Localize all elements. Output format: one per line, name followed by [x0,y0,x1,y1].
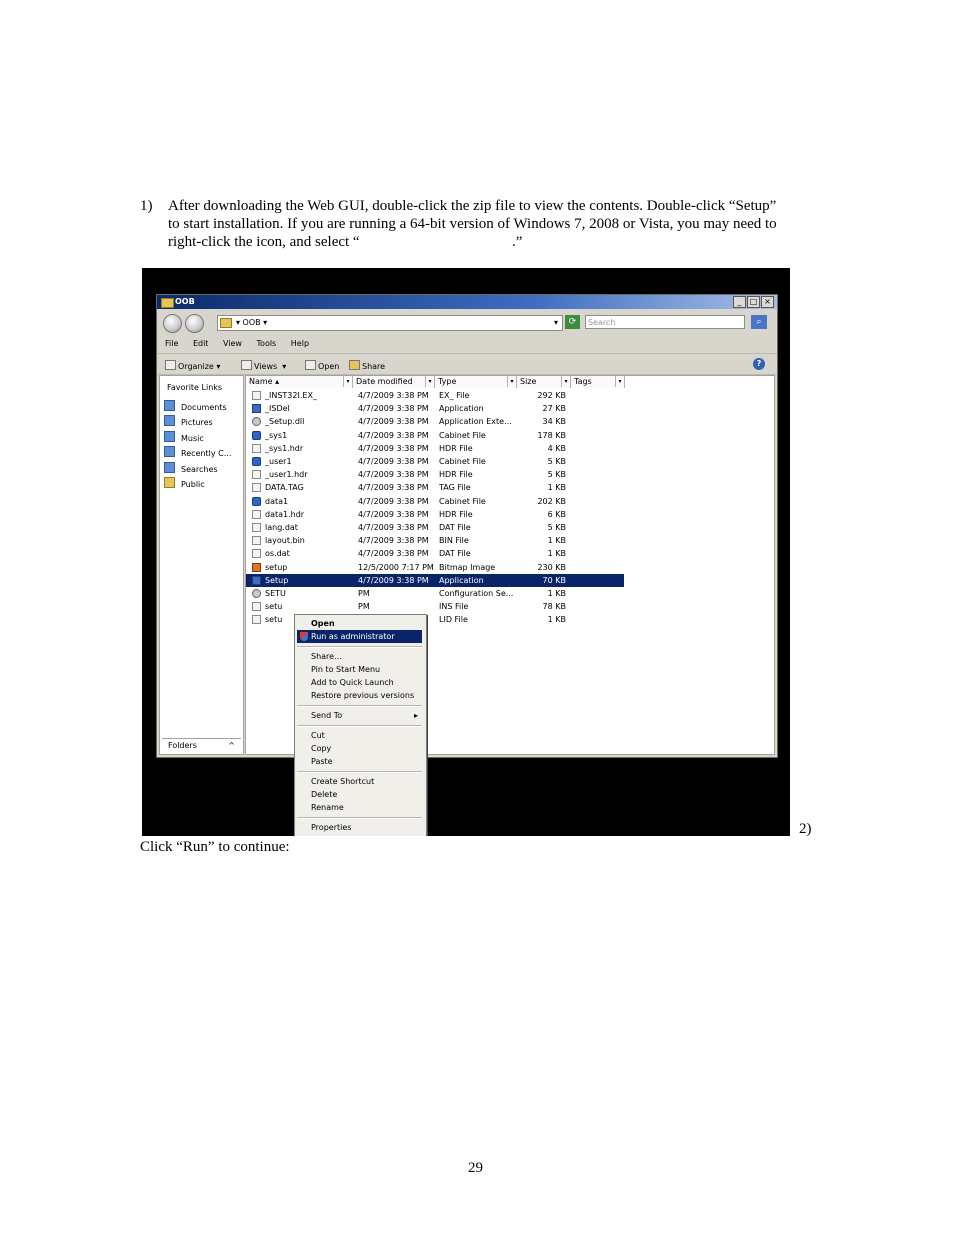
folder-icon [164,477,175,488]
file-size: 1 KB [547,549,566,559]
file-size: 5 KB [547,457,566,466]
file-size: 178 KB [537,430,566,440]
menu-rename[interactable]: Rename [311,803,344,812]
step1-line2: to start installation. If you are running a 64-bit version of Windows 7, 2008 or Vista, you may need to [168,216,777,232]
file-row[interactable] [246,389,624,402]
uac-shield-icon [300,632,308,641]
column-date-modified[interactable]: Date modified ▾ [353,376,435,388]
generic-file-icon [252,602,261,611]
file-size: 5 KB [547,523,566,532]
file-date-modified: 4/7/2009 3:38 PM [358,496,429,506]
file-name: setu [265,615,283,625]
file-size: 34 KB [542,417,566,427]
pictures-icon [164,415,175,426]
file-date-modified: 4/7/2009 3:38 PM [358,483,429,493]
file-type: INS File [439,602,469,612]
file-date-modified: 4/7/2009 3:38 PM [358,470,429,480]
file-size: 1 KB [547,615,566,625]
file-name: _ISDel [265,404,290,414]
file-row[interactable] [246,455,624,468]
command-toolbar [157,353,777,375]
menu-pin-to-start[interactable]: Pin to Start Menu [311,665,381,674]
generic-file-icon [252,510,261,519]
generic-file-icon [252,483,261,492]
file-date-modified: 4/7/2009 3:38 PM [358,457,429,466]
file-date-modified: PM [358,602,370,612]
file-date-modified: 4/7/2009 3:38 PM [358,536,429,546]
file-name: _INST32I.EX_ [265,391,317,400]
refresh-icon[interactable]: ⟳ [565,315,580,329]
nav-item-documents[interactable]: Documents [164,400,227,413]
menu-cut[interactable]: Cut [311,731,325,740]
searches-icon [164,462,175,473]
chevron-down-icon[interactable]: ▾ [553,318,558,327]
explorer-screenshot [142,268,790,836]
file-date-modified: 4/7/2009 3:38 PM [358,575,429,585]
nav-item-music[interactable]: Music [164,431,204,444]
column-size[interactable]: Size ▾ [517,376,571,388]
file-type: BIN File [439,536,469,546]
generic-file-icon [252,470,261,479]
music-icon [164,431,175,442]
file-date-modified: 4/7/2009 3:38 PM [358,509,429,519]
menu-separator [297,646,422,648]
file-name: data1.hdr [265,509,305,519]
file-size: 6 KB [547,509,566,519]
step2-number: 2) [799,821,812,837]
file-size: 5 KB [547,470,566,480]
cabinet-icon [252,457,261,466]
file-type: HDR File [439,509,473,519]
file-size: 27 KB [542,404,566,414]
window-title: OOB [175,297,195,306]
step1-number: 1) [140,198,153,214]
minimize-button[interactable]: _ [733,296,746,308]
organize-button[interactable]: Organize ▾ [165,360,220,371]
file-type: DAT File [439,523,471,532]
file-name: SETU [265,589,286,598]
file-row[interactable] [246,587,624,600]
file-name: data1 [265,496,289,506]
step1-line3-end: .” [512,234,523,250]
step1-line3-start: right-click the icon, and select “ [168,234,360,250]
file-row[interactable] [246,429,624,442]
submenu-arrow-icon: ▸ [413,711,418,720]
bitmap-icon [252,563,261,572]
file-row[interactable] [246,481,624,494]
file-name: os.dat [265,549,290,559]
file-name: setu [265,602,283,612]
file-date-modified: 4/7/2009 3:38 PM [358,523,429,532]
file-type: EX_ File [439,391,470,400]
address-bar[interactable] [217,315,563,331]
menu-separator [297,725,422,727]
organize-icon [165,360,176,370]
nav-item-searches[interactable]: Searches [164,462,218,475]
open-button[interactable]: Open [305,360,339,371]
search-icon[interactable]: ⌕ [751,315,767,329]
generic-file-icon [252,549,261,558]
file-size: 292 KB [537,391,566,400]
forward-button[interactable] [185,314,204,333]
generic-file-icon [252,391,261,400]
menu-bar [165,339,321,348]
file-type: Cabinet File [439,430,486,440]
back-button[interactable] [163,314,182,333]
dll-icon [252,417,261,426]
menu-edit[interactable]: Edit [192,339,209,348]
file-date-modified: 4/7/2009 3:38 PM [358,443,429,453]
folder-icon [161,298,174,308]
file-name: Setup [265,575,289,585]
file-row[interactable] [246,574,624,587]
file-date-modified: 4/7/2009 3:38 PM [358,417,429,427]
file-row[interactable] [246,415,624,428]
favorite-links-header: Favorite Links [167,383,223,392]
open-icon [305,360,316,370]
menu-add-to-quick-launch[interactable]: Add to Quick Launch [311,678,394,687]
nav-item-pictures[interactable]: Pictures [164,415,213,428]
file-type: Configuration Se... [439,589,514,598]
file-size: 230 KB [537,562,566,572]
menu-run-as-administrator[interactable]: Run as administrator [297,630,422,643]
file-type: DAT File [439,549,471,559]
file-name: _Setup.dll [265,417,305,427]
views-icon [241,360,252,370]
title-bar [157,295,777,309]
menu-open[interactable]: Open [311,619,335,628]
config-icon [252,589,261,598]
file-name: _sys1 [265,430,288,440]
maximize-button[interactable]: □ [747,296,760,308]
menu-help[interactable]: Help [290,339,310,348]
navigation-pane [159,375,244,755]
cabinet-icon [252,497,261,506]
file-name: _sys1.hdr [265,443,304,453]
generic-file-icon [252,536,261,545]
file-name: _user1 [265,457,292,466]
nav-item-recently-changed[interactable]: Recently C... [164,446,231,459]
file-type: LID File [439,615,468,625]
file-row[interactable] [246,495,624,508]
file-row[interactable] [246,534,624,547]
file-row[interactable] [246,402,624,415]
file-name: layout.bin [265,536,305,546]
file-date-modified: 4/7/2009 3:38 PM [358,404,429,414]
step2-text: Click “Run” to continue: [140,839,290,855]
file-name: _user1.hdr [265,470,308,480]
help-icon[interactable]: ? [753,358,765,370]
file-date-modified: 4/7/2009 3:38 PM [358,549,429,559]
menu-tools[interactable]: Tools [256,339,277,348]
cabinet-icon [252,431,261,440]
menu-properties[interactable]: Properties [311,823,352,832]
file-type: Application [439,575,484,585]
file-type: HDR File [439,443,473,453]
menu-restore-previous-versions[interactable]: Restore previous versions [311,691,415,700]
documents-icon [164,400,175,411]
file-size: 1 KB [547,589,566,598]
file-row[interactable] [246,508,624,521]
file-type: HDR File [439,470,473,480]
file-size: 1 KB [547,536,566,546]
file-type: TAG File [439,483,471,493]
file-size: 78 KB [542,602,566,612]
file-size: 1 KB [547,483,566,493]
column-type[interactable]: Type ▾ [435,376,517,388]
file-type: Cabinet File [439,496,486,506]
file-type: Application Exte... [439,417,512,427]
address-row [157,310,777,334]
generic-file-icon [252,523,261,532]
generic-file-icon [252,615,261,624]
file-name: lang.dat [265,523,298,532]
address-path: ▾ OOB ▾ [236,318,268,327]
file-type: Bitmap Image [439,562,496,572]
nav-item-public[interactable]: Public [164,477,205,490]
file-size: 202 KB [537,496,566,506]
page-number: 29 [468,1160,483,1176]
file-row[interactable] [246,600,624,613]
explorer-window [156,294,778,832]
menu-paste[interactable]: Paste [311,757,333,766]
menu-separator [297,705,422,707]
file-date-modified: 4/7/2009 3:38 PM [358,391,429,400]
column-tags[interactable]: Tags ▾ [571,376,625,388]
file-row[interactable] [246,468,624,481]
close-button[interactable]: × [761,296,774,308]
file-date-modified: 12/5/2000 7:17 PM [358,562,434,572]
share-icon [349,360,360,370]
menu-send-to[interactable]: Send To ▸ [311,711,418,720]
file-row[interactable] [246,442,624,455]
share-button[interactable]: Share [349,360,385,371]
file-name: setup [265,562,288,572]
file-row[interactable] [246,561,624,574]
folder-icon [220,318,232,328]
file-row[interactable] [246,521,624,534]
recent-icon [164,446,175,457]
views-button[interactable]: Views ▾ [241,360,286,371]
menu-separator [297,771,422,773]
file-size: 4 KB [547,443,566,453]
chevron-up-icon: ^ [228,741,235,750]
file-size: 70 KB [542,575,566,585]
menu-file[interactable]: File [165,339,179,348]
menu-share[interactable]: Share... [311,652,342,661]
menu-view[interactable]: View [222,339,242,348]
file-type: Application [439,404,484,414]
folders-toggle[interactable]: Folders ^ [162,738,241,752]
context-menu [294,614,427,836]
generic-file-icon [252,444,261,453]
menu-copy[interactable]: Copy [311,744,332,753]
application-icon [252,404,261,413]
column-name[interactable]: Name ▴ ▾ [246,376,353,388]
file-row[interactable] [246,547,624,560]
file-type: Cabinet File [439,457,486,466]
menu-separator [297,817,422,819]
search-input[interactable]: Search [585,315,745,329]
application-icon [252,576,261,585]
menu-create-shortcut[interactable]: Create Shortcut [311,777,375,786]
file-date-modified: PM [358,589,370,598]
menu-delete[interactable]: Delete [311,790,338,799]
file-name: DATA.TAG [265,483,304,493]
file-date-modified: 4/7/2009 3:38 PM [358,430,429,440]
step1-line1: After downloading the Web GUI, double-click the zip file to view the contents. Double-click “Setup” [168,198,777,214]
